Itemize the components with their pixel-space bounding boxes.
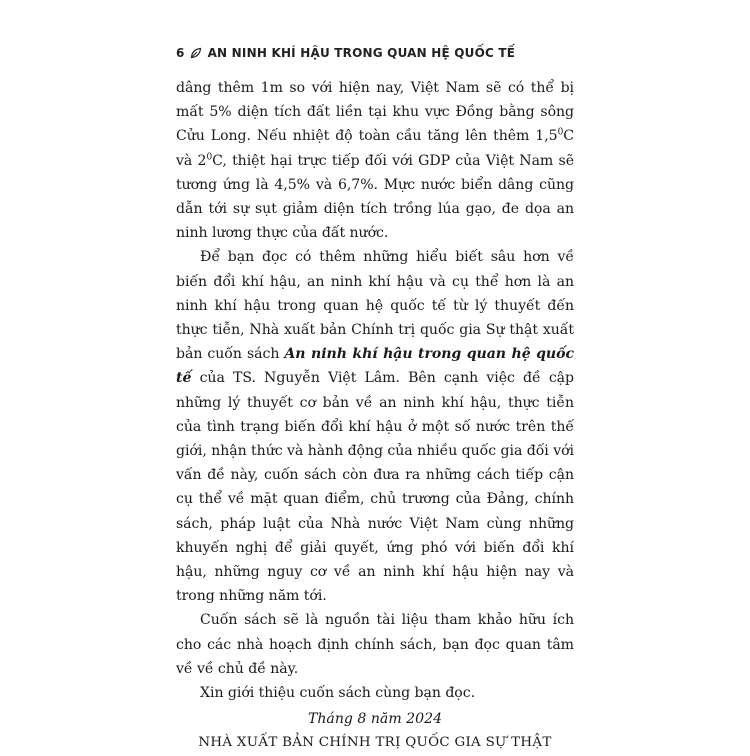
paragraph-1-part-3: C, thiệt hại trực tiếp đối với GDP của Việt Nam sẽ tương ứng là 4,5% và 6,7%. Mực nước biển dâng cũng dẫn tới sự sụt giảm diện tích trồng lúa gạo, đe dọa an ninh lương thực của đất nước. [176, 152, 574, 242]
book-title: An ninh khí hậu trong quan hệ quốc tế [176, 346, 574, 387]
degree-superscript: 0 [557, 127, 564, 138]
degree-superscript: 0 [206, 151, 213, 162]
date-line: Tháng 8 năm 2024 [307, 711, 443, 728]
paragraph-1-part-1: dâng thêm 1m so với hiện nay, Việt Nam sẽ có thể bị mất 5% diện tích đất liền tại khu vực Đồng bằng sông Cửu Long. Nếu nhiệt độ toàn cầu tăng lên thêm 1,5 [176, 80, 574, 145]
paragraph-1-part-2: C và 2 [176, 128, 574, 169]
paragraph-2-after: của TS. Nguyễn Việt Lâm. Bên cạnh việc đề cập những lý thuyết cơ bản về an ninh khí hậu, thực tiễn của tình trạng biến đổi khí hậu ở một số nước trên thế giới, nhận thức và hành động của nhiều quốc gia đối với vấn đề này, cuốn sách còn đưa ra những cách tiếp cận cụ thể về mặt quan điểm, chủ trương của Đảng, chính sách, pháp luật của Nhà nước Việt Nam cùng những khuyến nghị để giải quyết, ứng phó với biến đổi khí hậu, những nguy cơ về an ninh khí hậu hiện nay và trong những năm tới. [176, 370, 574, 605]
paragraph-1 [176, 76, 574, 245]
paragraph-2-before: Để bạn đọc có thêm những hiểu biết sâu hơn về biến đổi khí hậu, an ninh khí hậu và cụ thể hơn là an ninh khí hậu trong quan hệ quốc tế từ lý thuyết đến thực tiễn, Nhà xuất bản Chính trị quốc gia Sự thật xuất bản cuốn sách [176, 249, 574, 363]
paragraph-3: Cuốn sách sẽ là nguồn tài liệu tham khảo hữu ích cho các nhà hoạch định chính sách, bạn đọc quan tâm về về chủ đề này. [176, 612, 574, 677]
leaf-icon [190, 47, 202, 59]
running-head [176, 44, 750, 62]
publisher-signature: NHÀ XUẤT BẢN CHÍNH TRỊ QUỐC GIA SỰ THẬT [198, 735, 552, 751]
paragraph-2 [176, 245, 574, 608]
running-head-title: AN NINH KHÍ HẬU TRONG QUAN HỆ QUỐC TẾ [207, 46, 516, 60]
paragraph-4: Xin giới thiệu cuốn sách cùng bạn đọc. [200, 685, 475, 702]
page-number: 6 [176, 46, 185, 60]
body-text [176, 76, 574, 705]
